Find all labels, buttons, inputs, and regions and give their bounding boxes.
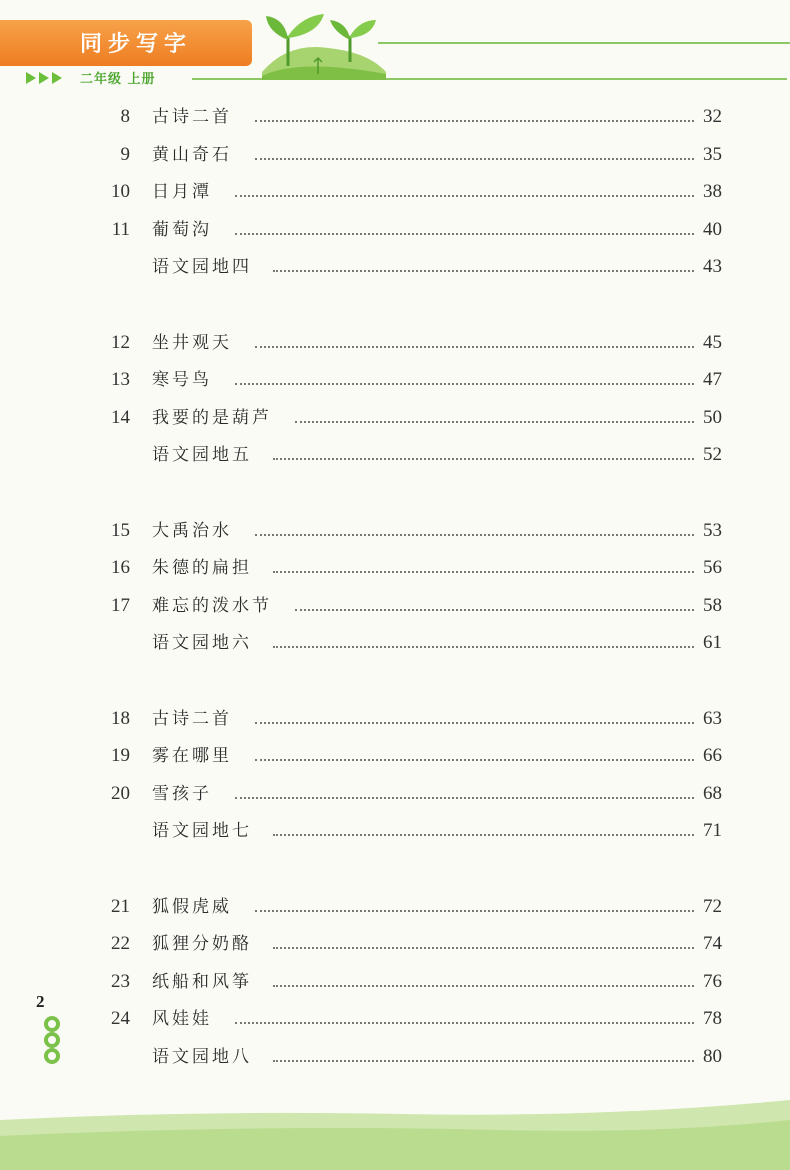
toc-row bbox=[0, 103, 790, 131]
toc-row-title: 寒号鸟 bbox=[152, 370, 212, 390]
dot-leader bbox=[273, 270, 694, 272]
toc-row-number: 20 bbox=[111, 783, 130, 804]
toc-row-number: 15 bbox=[111, 520, 130, 541]
dot-leader bbox=[255, 759, 694, 761]
toc-row-number: 14 bbox=[111, 407, 130, 428]
page-header bbox=[0, 0, 790, 95]
dot-leader bbox=[255, 910, 694, 912]
toc-row-title: 黄山奇石 bbox=[152, 145, 232, 165]
toc-row-page: 32 bbox=[703, 106, 722, 127]
toc-row-title: 日月潭 bbox=[152, 182, 212, 202]
dot-leader bbox=[235, 1022, 694, 1024]
toc-row-title: 雪孩子 bbox=[152, 784, 212, 804]
toc-row bbox=[0, 968, 790, 996]
toc-row-page: 58 bbox=[703, 595, 722, 616]
dot-leader bbox=[273, 834, 694, 836]
toc-row-page: 53 bbox=[703, 520, 722, 541]
toc-row-title: 古诗二首 bbox=[152, 709, 232, 729]
toc-row bbox=[0, 517, 790, 545]
toc-row bbox=[0, 1005, 790, 1033]
toc-row-page: 50 bbox=[703, 407, 722, 428]
toc-row-number: 10 bbox=[111, 181, 130, 202]
dot-leader bbox=[273, 947, 694, 949]
toc-row-number: 13 bbox=[111, 369, 130, 390]
toc-row bbox=[0, 554, 790, 582]
toc-row-number: 22 bbox=[111, 933, 130, 954]
sprout-icon bbox=[258, 2, 388, 80]
toc-row bbox=[0, 780, 790, 808]
dot-leader bbox=[255, 158, 694, 160]
toc-row-number: 23 bbox=[111, 971, 130, 992]
toc-row-page: 40 bbox=[703, 219, 722, 240]
toc-row-number: 12 bbox=[111, 332, 130, 353]
dot-leader bbox=[235, 383, 694, 385]
toc-row-number: 11 bbox=[111, 219, 130, 240]
toc-row bbox=[0, 1043, 790, 1071]
toc-row-title: 难忘的泼水节 bbox=[152, 596, 272, 616]
dot-leader bbox=[255, 722, 694, 724]
toc-row-page: 71 bbox=[703, 820, 722, 841]
toc-row bbox=[0, 404, 790, 432]
arrow-icon bbox=[26, 72, 62, 86]
toc-row bbox=[0, 592, 790, 620]
toc-row-number: 9 bbox=[120, 144, 130, 165]
toc-row bbox=[0, 329, 790, 357]
toc-row-page: 47 bbox=[703, 369, 722, 390]
dot-leader bbox=[255, 120, 694, 122]
toc-row-page: 74 bbox=[703, 933, 722, 954]
toc-row-page: 68 bbox=[703, 783, 722, 804]
toc-row-page: 52 bbox=[703, 444, 722, 465]
toc-row bbox=[0, 178, 790, 206]
toc-row bbox=[0, 253, 790, 281]
toc-row-page: 38 bbox=[703, 181, 722, 202]
toc-row bbox=[0, 930, 790, 958]
toc-row-title: 语文园地四 bbox=[152, 257, 252, 277]
toc-row-title: 坐井观天 bbox=[152, 333, 232, 353]
toc-row-number: 21 bbox=[111, 896, 130, 917]
toc-row-title: 语文园地五 bbox=[152, 445, 252, 465]
dot-leader bbox=[295, 421, 694, 423]
toc-row bbox=[0, 366, 790, 394]
dot-leader bbox=[235, 195, 694, 197]
toc-row-page: 61 bbox=[703, 632, 722, 653]
toc-row-title: 我要的是葫芦 bbox=[152, 408, 272, 428]
dot-leader bbox=[273, 646, 694, 648]
toc-row-title: 纸船和风筝 bbox=[152, 972, 252, 992]
dot-leader bbox=[255, 534, 694, 536]
toc-row-page: 76 bbox=[703, 971, 722, 992]
toc-row-number: 17 bbox=[111, 595, 130, 616]
toc-row-page: 63 bbox=[703, 708, 722, 729]
dot-leader bbox=[273, 985, 694, 987]
toc-row bbox=[0, 705, 790, 733]
toc-row-page: 35 bbox=[703, 144, 722, 165]
toc-row-number: 8 bbox=[120, 106, 130, 127]
series-title: 同步写字 bbox=[80, 32, 193, 57]
dot-leader bbox=[235, 233, 694, 235]
dot-leader bbox=[273, 1060, 694, 1062]
grade-label: 二年级 上册 bbox=[80, 72, 156, 87]
toc-row bbox=[0, 817, 790, 845]
dot-leader bbox=[295, 609, 694, 611]
toc-row-page: 80 bbox=[703, 1046, 722, 1067]
toc-row bbox=[0, 441, 790, 469]
toc-row bbox=[0, 742, 790, 770]
toc-row-page: 66 bbox=[703, 745, 722, 766]
green-logo-icon bbox=[34, 1014, 70, 1066]
toc-row-title: 语文园地六 bbox=[152, 633, 252, 653]
toc-row-title: 葡萄沟 bbox=[152, 220, 212, 240]
toc-row-page: 78 bbox=[703, 1008, 722, 1029]
toc-row-page: 43 bbox=[703, 256, 722, 277]
toc-row-title: 古诗二首 bbox=[152, 107, 232, 127]
toc-row-number: 24 bbox=[111, 1008, 130, 1029]
toc-row-title: 狐狸分奶酪 bbox=[152, 934, 252, 954]
toc-row bbox=[0, 141, 790, 169]
toc-row bbox=[0, 629, 790, 657]
toc-row-number: 16 bbox=[111, 557, 130, 578]
dot-leader bbox=[255, 346, 694, 348]
toc-row-number: 19 bbox=[111, 745, 130, 766]
footer-band bbox=[0, 1090, 790, 1170]
toc-row-page: 56 bbox=[703, 557, 722, 578]
dot-leader bbox=[273, 571, 694, 573]
header-rule-top bbox=[378, 42, 790, 44]
toc-row-page: 45 bbox=[703, 332, 722, 353]
toc-row-title: 语文园地七 bbox=[152, 821, 252, 841]
dot-leader bbox=[273, 458, 694, 460]
toc-row-title: 语文园地八 bbox=[152, 1047, 252, 1067]
dot-leader bbox=[235, 797, 694, 799]
toc-row-number: 18 bbox=[111, 708, 130, 729]
toc-row-title: 狐假虎威 bbox=[152, 897, 232, 917]
toc-row-title: 大禹治水 bbox=[152, 521, 232, 541]
toc-row-page: 72 bbox=[703, 896, 722, 917]
page-number: 2 bbox=[36, 992, 45, 1011]
toc-row bbox=[0, 893, 790, 921]
toc-row-title: 朱德的扁担 bbox=[152, 558, 252, 578]
toc-row-title: 风娃娃 bbox=[152, 1009, 212, 1029]
toc-row bbox=[0, 216, 790, 244]
toc-row-title: 雾在哪里 bbox=[152, 746, 232, 766]
